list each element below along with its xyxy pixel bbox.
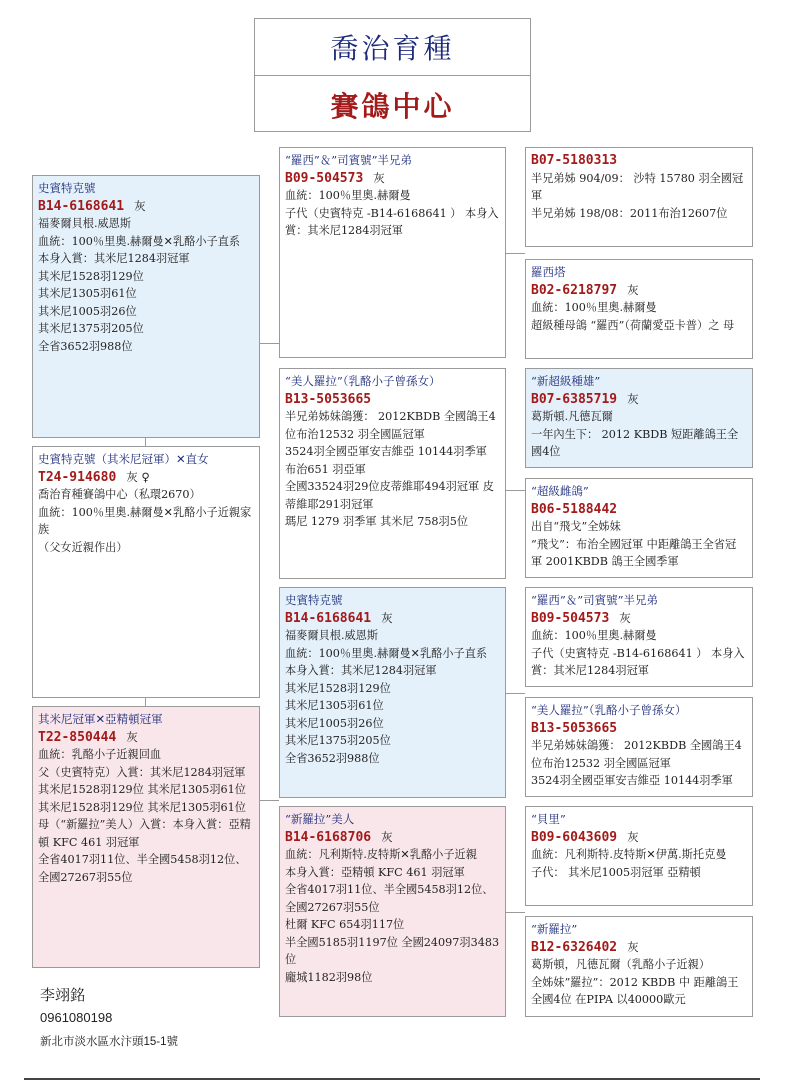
ggp-card: “貝里” B09-6043609 灰 血統：凡利斯特.皮特斯✕伊萬.斯托克曼 子代： 其米尼1005羽冠軍 亞精頓 <box>525 806 753 906</box>
dam-dam-card: “新羅拉”美人 B14-6168706 灰 血統：凡利斯特.皮特斯✕乳酪小子近親 本身入賞：亞精頓 KFC 461 羽冠軍 全省4017羽11位、半全國5458羽12位、全國27267羽55位 杜爾 KFC 654羽117位 半全國5185羽1197位 全國24097羽3483位 龐城1182羽98位 <box>279 806 506 1017</box>
page-subtitle: 賽鴿中心 <box>330 89 455 123</box>
sire-ring: B14-6168641 灰 <box>38 198 146 214</box>
footer-divider <box>24 1078 760 1080</box>
connector-line <box>505 693 525 694</box>
sire-sire-card: “羅西”＆”司賓號”半兄弟 B09-504573 灰 血統：100％里奧.赫爾曼 子代（史賓特克 -B14-6168641 ） 本身入賞：其米尼1284羽冠軍 <box>279 147 506 358</box>
subject-card: 史賓特克號（其米尼冠軍）✕直女 T24-914680 灰 ♀ 喬治育種賽鴿中心（私環2670） 血統：100％里奧.赫爾曼✕乳酪小子近親家族 （父女近親作出） <box>32 446 260 698</box>
contact-name: 李翊銘 <box>40 987 86 1004</box>
sire-card: 史賓特克號 B14-6168641 灰 福麥爾貝根.威恩斯 血統：100％里奧.赫爾曼✕乳酪小子直系 本身入賞：其米尼1284羽冠軍 其米尼1528羽129位 其米尼1305羽61位 其米尼1005羽26位 其米尼1375羽205位 全省3652羽988位 <box>32 175 260 438</box>
ggp-card: “美人羅拉”（乳酪小子曾孫女） B13-5053665 半兄弟姊妹鴿獲： 2012KBDB 全國鴿王4位布治12532 羽全國區冠軍 3524羽全國亞軍安吉維亞 10144羽季軍 <box>525 697 753 797</box>
title-box <box>254 18 531 132</box>
connector-line <box>259 800 279 801</box>
dam-sire-card: 史賓特克號 B14-6168641 灰 福麥爾貝根.威恩斯 血統：100％里奧.赫爾曼✕乳酪小子直系 本身入賞：其米尼1284羽冠軍 其米尼1528羽129位 其米尼1305羽61位 其米尼1005羽26位 其米尼1375羽205位 全省3652羽988位 <box>279 587 506 798</box>
sire-dam-card: “美人羅拉”（乳酪小子曾孫女） B13-5053665 半兄弟姊妹鴿獲： 2012KBDB 全國鴿王4位布治12532 羽全國區冠軍 3524羽全國亞軍安吉維亞 10144羽季軍 布治651 羽亞軍 全國33524羽29位皮蒂維耶494羽冠軍 皮蒂維耶291羽冠軍 瑪尼 1279 羽季軍 其米尼 758羽5位 <box>279 368 506 579</box>
ggp-card: “新超級種雄” B07-6385719 灰 葛斯頓.凡德瓦爾 一年內生下： 2012 KBDB 短距離鴿王全國4位 <box>525 368 753 468</box>
dam-name: 其米尼冠軍✕亞精頓冠軍 <box>38 712 163 726</box>
dam-card: 其米尼冠軍✕亞精頓冠軍 T22-850444 灰 血統：乳酪小子近親回血 父（史賓特克）入賞：其米尼1284羽冠軍 其米尼1528羽129位 其米尼1305羽61位 其米尼1528羽129位 其米尼1305羽61位 母（“新羅拉”美人）入賞：本身入賞：亞精頓 KFC 461 羽冠軍 全省4017羽11位、半全國5458羽12位、全國27267羽55位 <box>32 706 260 968</box>
page-title: 喬治育種 <box>255 19 530 76</box>
ggp-card: B07-5180313 半兄弟姊 904/09： 沙特 15780 羽全國冠軍 半兄弟姊 198/08：2011布治12607位 <box>525 147 753 247</box>
subject-ring: T24-914680 灰 ♀ <box>38 469 150 485</box>
connector-line <box>505 912 525 913</box>
connector-line <box>145 437 146 446</box>
ggp-card: “超級雌鴿” B06-5188442 出自“飛戈”全姊妹 “飛戈”：布治全國冠軍 中距離鴿王全省冠軍 2001KBDB 鴿王全國季軍 <box>525 478 753 578</box>
connector-line <box>259 343 279 344</box>
ggp-card: “新羅拉” B12-6326402 灰 葛斯頓，凡德瓦爾（乳酪小子近親） 全姊妹”羅拉”：2012 KBDB 中 距離鴿王全國4位 在PIPA 以40000歐元 <box>525 916 753 1017</box>
subject-name: 史賓特克號（其米尼冠軍）✕直女 <box>38 452 209 466</box>
sire-name: 史賓特克號 <box>38 181 96 195</box>
connector-line <box>145 698 146 706</box>
ggp-card: “羅西”＆”司賓號”半兄弟 B09-504573 灰 血統：100％里奧.赫爾曼 子代（史賓特克 -B14-6168641 ） 本身入賞：其米尼1284羽冠軍 <box>525 587 753 687</box>
dam-ring: T22-850444 灰 <box>38 729 138 745</box>
connector-line <box>505 490 525 491</box>
ggp-card: 羅西塔 B02-6218797 灰 血統：100％里奧.赫爾曼 超級種母鴿 “羅西”（荷蘭愛亞卡普）之 母 <box>525 259 753 359</box>
connector-line <box>505 253 525 254</box>
contact-phone: 0961080198 <box>40 1010 113 1025</box>
contact-address: 新北市淡水區水汴頭15-1號 <box>40 1036 179 1048</box>
